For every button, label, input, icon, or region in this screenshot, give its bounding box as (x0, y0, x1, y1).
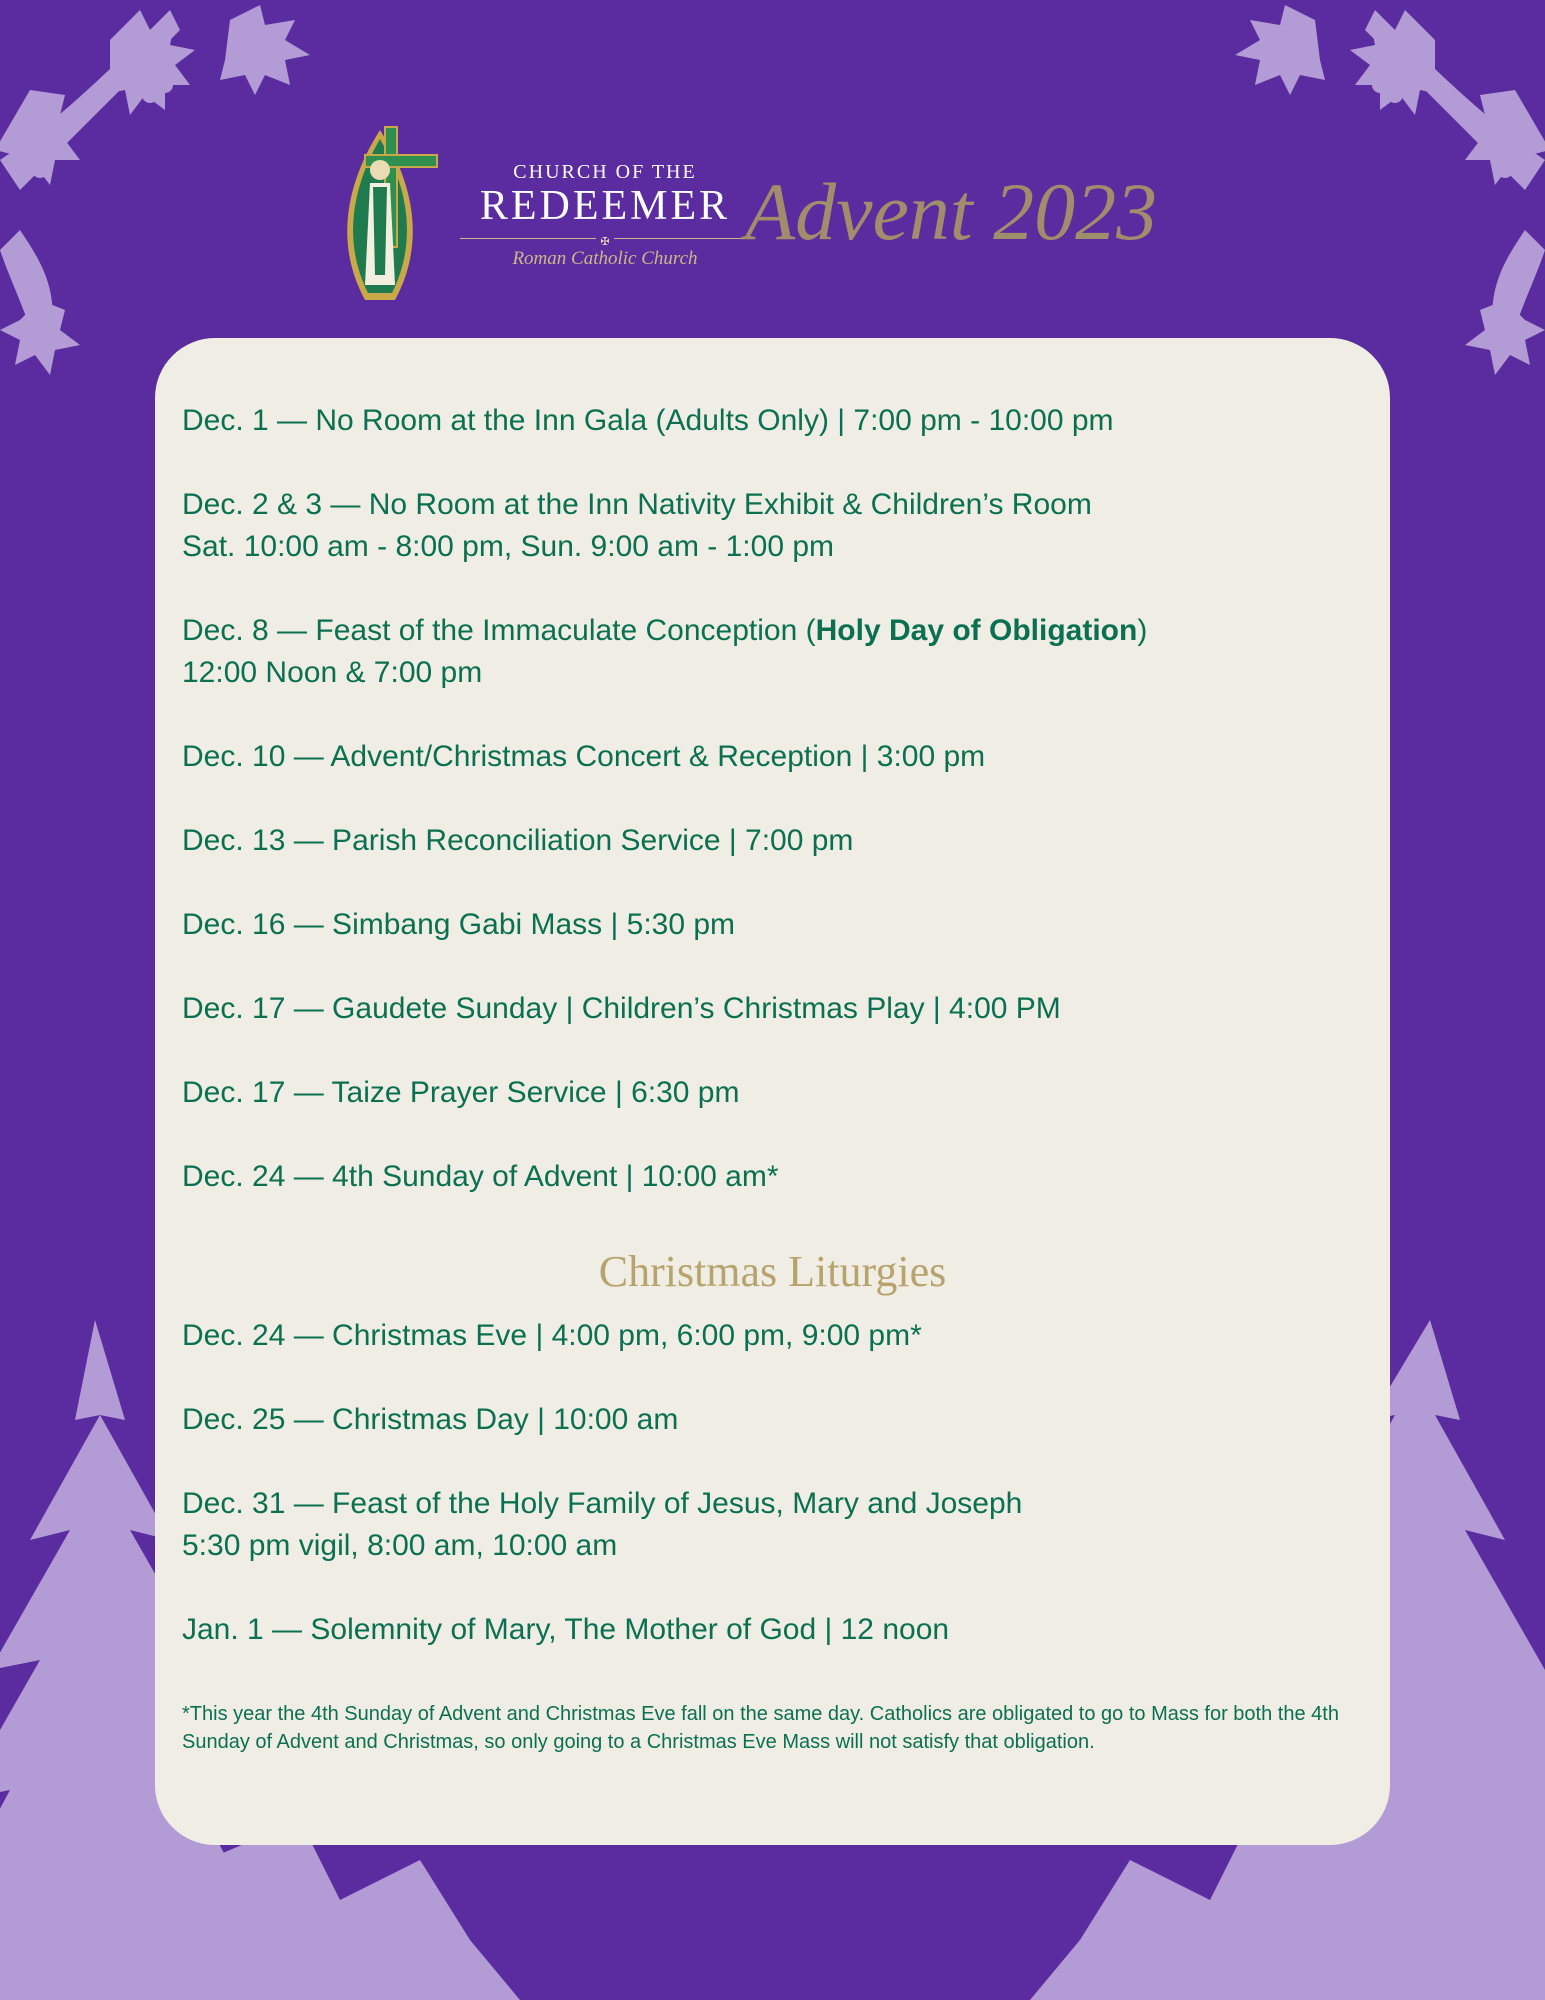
event-line: Dec. 25 — Christmas Day | 10:00 am (182, 1403, 679, 1436)
event-line: Dec. 17 — Taize Prayer Service | 6:30 pm (182, 1076, 740, 1109)
event-item (182, 1072, 1362, 1114)
event-item (182, 400, 1362, 442)
event-item (182, 484, 1362, 568)
event-item (182, 904, 1362, 946)
logo-redeemer: REDEEMER (479, 183, 731, 229)
header (335, 125, 1235, 305)
logo-subtitle: Roman Catholic Church (512, 248, 698, 269)
event-line: Jan. 1 — Solemnity of Mary, The Mother of God | 12 noon (182, 1613, 950, 1646)
event-item (182, 1315, 1362, 1357)
event-item (182, 1609, 1362, 1651)
event-item (182, 1483, 1362, 1567)
footnote: *This year the 4th Sunday of Advent and Christmas Eve fall on the same day. Catholics are obligated to go to Mass for both the 4th Sunday of Advent and Christmas, so only going to a Christmas Eve Mass will not satisfy that obligation. (182, 1703, 1339, 1753)
holy-day-of-obligation: Holy Day of Obligation (815, 614, 1138, 647)
event-line: Dec. 24 — Christmas Eve | 4:00 pm, 6:00 pm, 9:00 pm* (182, 1319, 922, 1352)
logo-text (415, 161, 795, 270)
event-item (182, 1156, 1362, 1198)
event-line-close: ) (1137, 614, 1148, 647)
event-item (182, 988, 1362, 1030)
event-time-line: 12:00 Noon & 7:00 pm (182, 656, 483, 689)
page-title: Advent 2023 (745, 166, 1158, 257)
event-line (182, 610, 1362, 652)
event-line: Dec. 16 — Simbang Gabi Mass | 5:30 pm (182, 908, 736, 941)
event-line: Dec. 10 — Advent/Christmas Concert & Reception | 3:00 pm (182, 740, 986, 773)
event-line-text: Dec. 8 — Feast of the Immaculate Conception ( (182, 614, 816, 647)
event-line: Dec. 24 — 4th Sunday of Advent | 10:00 am* (182, 1160, 779, 1193)
event-item (182, 610, 1362, 694)
christmas-events-list (182, 1315, 1362, 1693)
logo-ornament: ✠ (596, 236, 613, 248)
logo-divider (460, 232, 750, 246)
advent-events-list (182, 400, 1362, 1240)
event-time-line: Sat. 10:00 am - 8:00 pm, Sun. 9:00 am - 1:00 pm (182, 530, 835, 563)
section-title: Christmas Liturgies (598, 1247, 947, 1296)
event-line: Dec. 1 — No Room at the Inn Gala (Adults Only) | 7:00 pm - 10:00 pm (182, 404, 1114, 437)
event-item (182, 820, 1362, 862)
schedule-card (155, 338, 1390, 1845)
event-time-line: 5:30 pm vigil, 8:00 am, 10:00 am (182, 1529, 618, 1562)
holly-branch-icon (0, 0, 380, 380)
event-line: Dec. 13 — Parish Reconciliation Service | 7:00 pm (182, 824, 854, 857)
event-item (182, 1399, 1362, 1441)
event-line: Dec. 2 & 3 — No Room at the Inn Nativity Exhibit & Children’s Room (182, 488, 1092, 521)
event-line: Dec. 31 — Feast of the Holy Family of Jesus, Mary and Joseph (182, 1487, 1023, 1520)
event-item (182, 736, 1362, 778)
logo-church-of-the: CHURCH OF THE (513, 161, 697, 183)
event-line: Dec. 17 — Gaudete Sunday | Children’s Christmas Play | 4:00 PM (182, 992, 1061, 1025)
